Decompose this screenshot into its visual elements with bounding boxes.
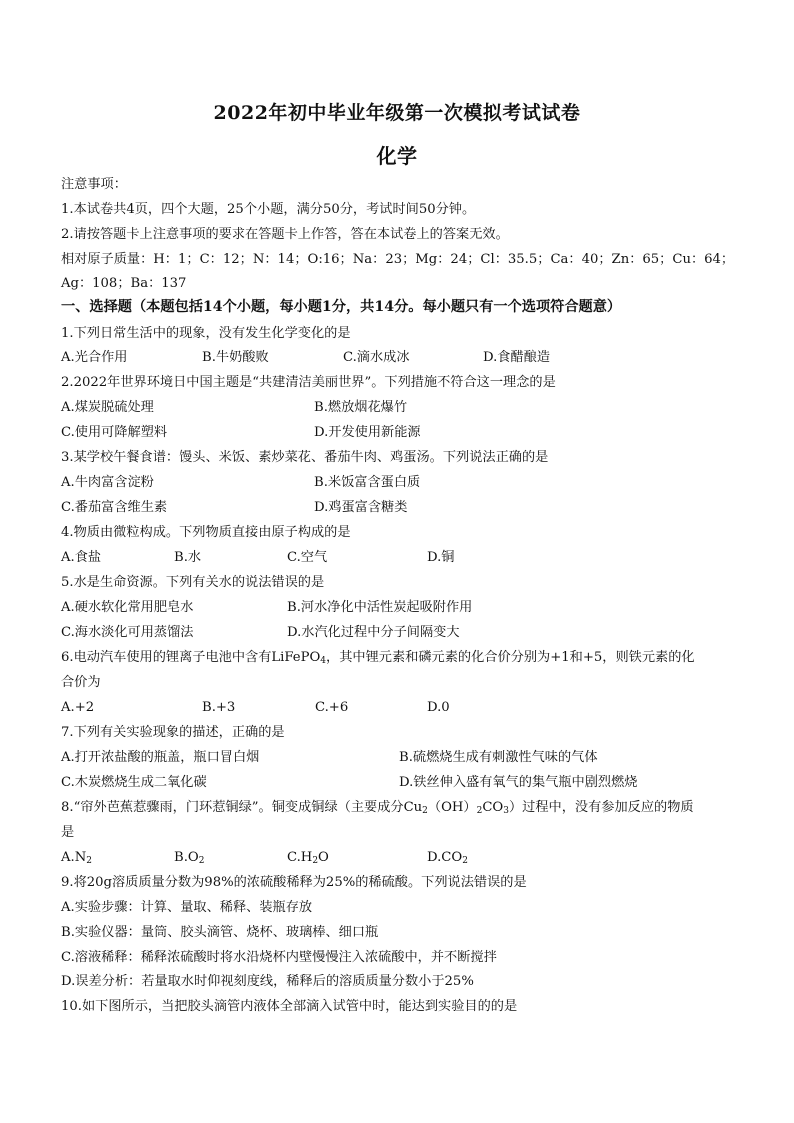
q4-option-b: B.水	[174, 550, 202, 565]
q1-option-c: C.滴水成冰	[343, 350, 410, 365]
atomic-mass-line-2: Ag：108；Ba：137	[61, 276, 187, 291]
q8-stem-text-2: （OH）	[427, 800, 477, 815]
q2-option-c: C.使用可降解塑料	[61, 425, 168, 440]
q5-stem: 5.水是生命资源。下列有关水的说法错误的是	[61, 575, 325, 590]
q8-subscript-1: 2	[422, 806, 428, 816]
q1-option-a: A.光合作用	[61, 350, 128, 365]
q8-stem-text-3: CO	[482, 800, 504, 815]
q8-option-c-text-2: O	[318, 850, 329, 865]
q2-stem: 2.2022年世界环境日中国主题是“共建清洁美丽世界”。下列措施不符合这一理念的是	[61, 375, 556, 390]
q7-option-b: B.硫燃烧生成有刺激性气味的气体	[399, 750, 598, 765]
q7-option-d: D.铁丝伸入盛有氧气的集气瓶中剧烈燃烧	[399, 775, 638, 790]
q8-option-d-text: D.CO	[427, 850, 463, 865]
q10-stem: 10.如下图所示，当把胶头滴管内液体全部滴入试管中时，能达到实验目的的是	[61, 999, 518, 1014]
q8-option-a-text: A.N	[61, 850, 87, 865]
q8-option-d	[427, 849, 468, 866]
q6-option-a: A.+2	[61, 700, 95, 715]
q9-option-c: C.溶液稀释：稀释浓硫酸时将水沿烧杯内壁慢慢注入浓硫酸中，并不断搅拌	[61, 950, 497, 965]
atomic-mass-line-1: 相对原子质量：H：1；C：12；N：14；O:16；Na：23；Mg：24；Cl：35.5；Ca：40；Zn：65；Cu：64；	[61, 252, 735, 267]
q1-option-b: B.牛奶酸败	[202, 350, 269, 365]
q8-option-a-sub: 2	[86, 856, 92, 866]
q8-stem-text-4: ）过程中，没有参加反应的物质	[508, 800, 694, 815]
q6-option-b: B.+3	[202, 700, 236, 715]
q8-option-c	[287, 849, 329, 866]
q8-option-b-sub: 2	[198, 856, 205, 866]
q6-stem-subscript: 4	[320, 656, 327, 666]
q8-option-d-sub: 2	[462, 856, 468, 866]
q6-stem-text-2: ，其中锂元素和磷元素的化合价分别为+1和+5，则铁元素的化	[326, 650, 695, 665]
q8-subscript-2: 2	[476, 806, 483, 816]
q8-stem	[61, 799, 751, 816]
q3-option-b: B.米饭富含蛋白质	[314, 475, 421, 490]
q7-stem: 7.下列有关实验现象的描述，正确的是	[61, 725, 285, 740]
q2-option-d: D.开发使用新能源	[314, 425, 421, 440]
q9-option-b: B.实验仪器：量筒、胶头滴管、烧杯、玻璃棒、细口瓶	[61, 925, 379, 940]
q3-option-c: C.番茄富含维生素	[61, 500, 168, 515]
q9-option-a: A.实验步骤：计算、量取、稀释、装瓶存放	[61, 900, 313, 915]
q9-option-d: D.误差分析：若量取水时仰视刻度线，稀释后的溶质质量分数小于25%	[61, 974, 474, 989]
q4-stem: 4.物质由微粒构成。下列物质直接由原子构成的是	[61, 525, 351, 540]
q2-option-b: B.燃放烟花爆竹	[314, 400, 408, 415]
q8-option-b-text: B.O	[174, 850, 199, 865]
q8-stem-line-2: 是	[61, 825, 75, 840]
q5-option-d: D.水汽化过程中分子间隔变大	[287, 625, 460, 640]
q8-option-b	[174, 849, 204, 866]
q6-stem-line-2: 合价为	[61, 675, 101, 690]
q9-stem: 9.将20g溶质质量分数为98%的浓硫酸稀释为25%的稀硫酸。下列说法错误的是	[61, 875, 527, 890]
q5-option-c: C.海水淡化可用蒸馏法	[61, 625, 194, 640]
q6-option-c: C.+6	[315, 700, 349, 715]
q1-option-d: D.食醋酿造	[483, 350, 551, 365]
q6-stem	[61, 649, 751, 666]
q7-option-a: A.打开浓盐酸的瓶盖，瓶口冒白烟	[61, 750, 260, 765]
q8-subscript-3: 3	[503, 806, 509, 816]
q4-option-c: C.空气	[287, 550, 328, 565]
exam-subject: 化学	[376, 144, 418, 168]
q8-option-c-sub: 2	[312, 856, 319, 866]
q2-option-a: A.煤炭脱硫处理	[61, 400, 154, 415]
q5-option-b: B.河水净化中活性炭起吸附作用	[287, 600, 473, 615]
q8-option-c-text: C.H	[287, 850, 313, 865]
q3-option-d: D.鸡蛋富含糖类	[314, 500, 408, 515]
q5-option-a: A.硬水软化常用肥皂水	[61, 600, 194, 615]
section-1-heading: 一、选择题（本题包括14个小题，每小题1分，共14分。每小题只有一个选项符合题意）	[61, 299, 622, 315]
q6-option-d: D.0	[427, 700, 450, 715]
q1-stem: 1.下列日常生活中的现象，没有发生化学变化的是	[61, 326, 351, 341]
q8-stem-text: 8.“帘外芭蕉惹骤雨，门环惹铜绿”。铜变成铜绿（主要成分Cu	[61, 800, 423, 815]
q6-stem-text: 6.电动汽车使用的锂离子电池中含有LiFePO	[61, 650, 321, 665]
q8-option-a	[61, 849, 92, 866]
q7-option-c: C.木炭燃烧生成二氧化碳	[61, 775, 207, 790]
q4-option-d: D.铜	[427, 550, 455, 565]
notice-item-2: 2.请按答题卡上注意事项的要求在答题卡上作答，答在本试卷上的答案无效。	[61, 227, 509, 242]
notice-item-1: 1.本试卷共4页，四个大题，25个小题，满分50分，考试时间50分钟。	[61, 202, 476, 217]
q3-option-a: A.牛肉富含淀粉	[61, 475, 154, 490]
q4-option-a: A.食盐	[61, 550, 102, 565]
notice-heading: 注意事项：	[61, 177, 127, 192]
exam-title: 2022年初中毕业年级第一次模拟考试试卷	[213, 102, 581, 124]
q3-stem: 3.某学校午餐食谱：馒头、米饭、素炒菜花、番茄牛肉、鸡蛋汤。下列说法正确的是	[61, 450, 549, 465]
